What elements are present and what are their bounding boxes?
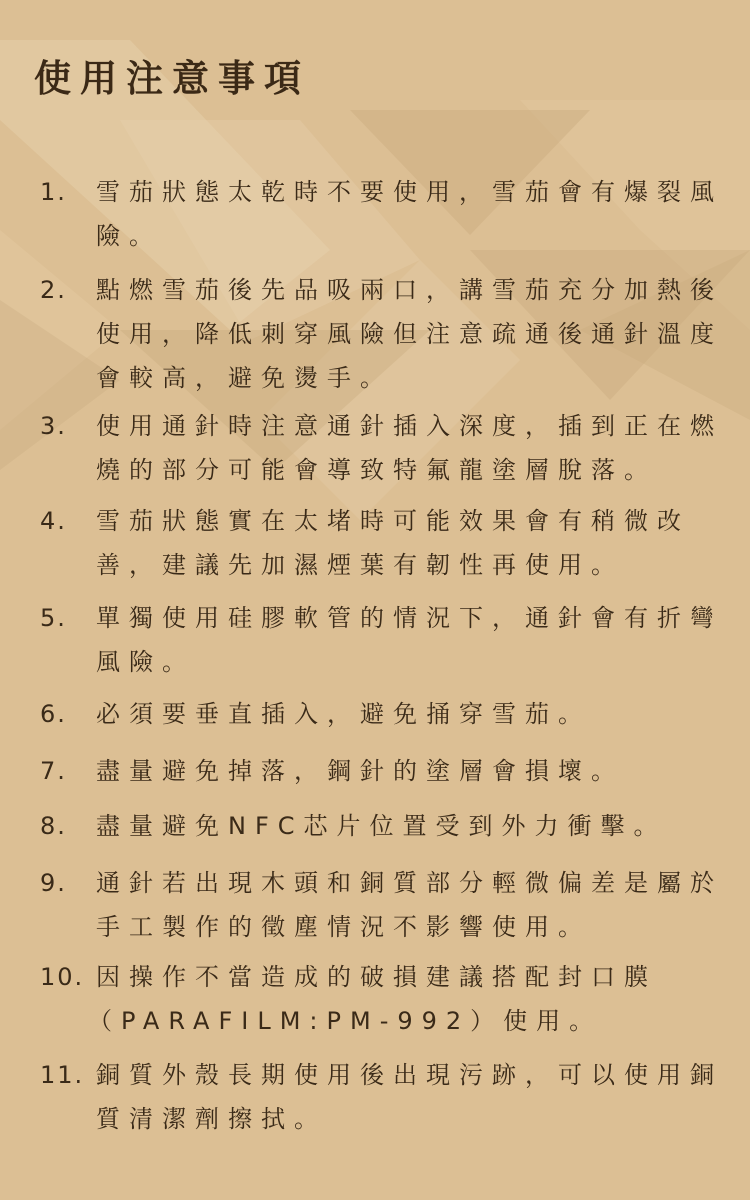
item-number: 5. bbox=[40, 604, 67, 632]
page-title: 使用注意事項 bbox=[34, 57, 310, 100]
item-text bbox=[96, 804, 696, 848]
item-line: 盡量避免NFC芯片位置受到外力衝擊。 bbox=[96, 812, 667, 840]
item-line: 因操作不當造成的破損建議搭配封口膜 bbox=[96, 963, 657, 991]
item-line: 使用通針時注意通針插入深度，插到正在燃 bbox=[96, 412, 723, 440]
item-line: 手工製作的徵塵情況不影響使用。 bbox=[96, 913, 591, 941]
item-number: 1. bbox=[40, 178, 67, 206]
item-text bbox=[96, 404, 723, 492]
item-number: 7. bbox=[40, 757, 67, 785]
item-line: 雪茄狀態實在太堵時可能效果會有稍微改 bbox=[96, 507, 690, 535]
item-text bbox=[96, 170, 723, 258]
item-number: 9. bbox=[40, 869, 67, 897]
item-line: 單獨使用硅膠軟管的情況下，通針會有折彎 bbox=[96, 604, 723, 632]
item-text bbox=[96, 692, 696, 736]
item-line: 質清潔劑擦拭。 bbox=[96, 1105, 327, 1133]
item-number: 11. bbox=[40, 1061, 85, 1089]
item-line: 風險。 bbox=[96, 648, 195, 676]
item-line: （PARAFILM:PM-992）使用。 bbox=[88, 1007, 603, 1035]
item-text bbox=[96, 861, 723, 949]
item-line: 善，建議先加濕煙葉有韌性再使用。 bbox=[96, 551, 624, 579]
item-number: 2. bbox=[40, 276, 67, 304]
item-number: 4. bbox=[40, 507, 67, 535]
item-line: 會較高，避免燙手。 bbox=[96, 364, 393, 392]
item-text bbox=[96, 499, 696, 587]
item-line: 點燃雪茄後先品吸兩口，講雪茄充分加熱後 bbox=[96, 276, 723, 304]
item-text bbox=[96, 749, 696, 793]
item-line: 燒的部分可能會導致特氟龍塗層脫落。 bbox=[96, 456, 657, 484]
item-line: 盡量避免掉落，鋼針的塗層會損壞。 bbox=[96, 757, 624, 785]
item-line: 必須要垂直插入，避免捅穿雪茄。 bbox=[96, 700, 591, 728]
item-number: 10. bbox=[40, 963, 85, 991]
item-number: 6. bbox=[40, 700, 67, 728]
item-line: 險。 bbox=[96, 222, 162, 250]
item-text bbox=[96, 596, 723, 684]
item-text bbox=[88, 955, 696, 1043]
item-line: 銅質外殼長期使用後出現污跡，可以使用銅 bbox=[96, 1061, 723, 1089]
item-text bbox=[96, 1053, 723, 1141]
item-number: 3. bbox=[40, 412, 67, 440]
item-line: 雪茄狀態太乾時不要使用，雪茄會有爆裂風 bbox=[96, 178, 723, 206]
item-line: 使用，降低刺穿風險但注意疏通後通針溫度 bbox=[96, 320, 723, 348]
item-line: 通針若出現木頭和銅質部分輕微偏差是屬於 bbox=[96, 869, 723, 897]
item-number: 8. bbox=[40, 812, 67, 840]
item-text bbox=[96, 268, 723, 400]
